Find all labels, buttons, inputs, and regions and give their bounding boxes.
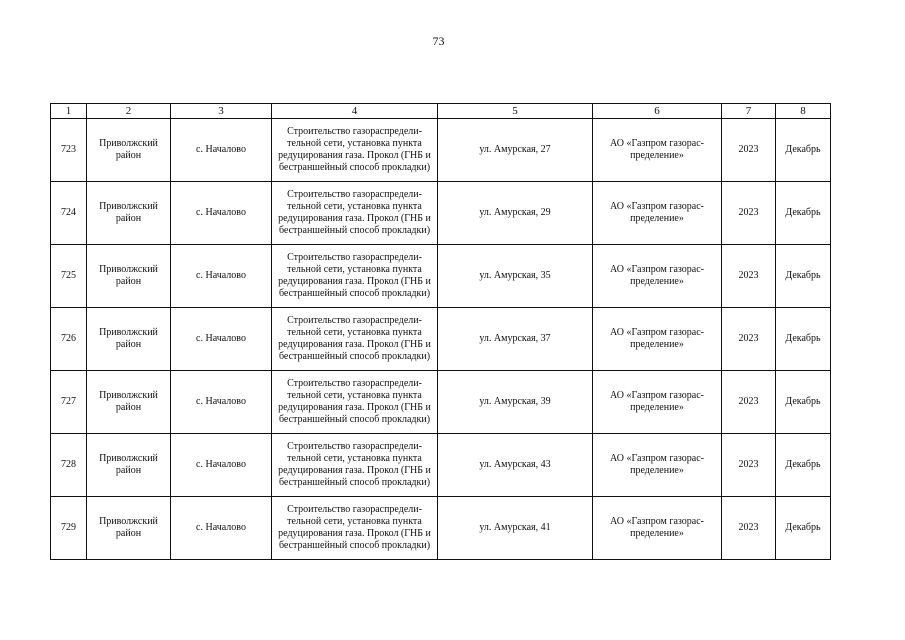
column-header-1: 1 <box>51 104 87 119</box>
page-number: 73 <box>432 34 445 48</box>
column-header-3: 3 <box>171 104 272 119</box>
table-row <box>51 119 831 182</box>
description-cell: Строительство газораспредели-тельной сети, установка пункта редуцирования газа. Прокол (ГНБ и бестраншейный способ прокладки) <box>272 371 438 434</box>
row-number: 727 <box>51 371 87 434</box>
year-cell: 2023 <box>722 434 776 497</box>
address-cell: ул. Амурская, 43 <box>438 434 593 497</box>
district-cell: Приволжский район <box>87 119 171 182</box>
year-cell: 2023 <box>722 497 776 560</box>
month-cell: Декабрь <box>776 497 831 560</box>
row-number: 726 <box>51 308 87 371</box>
description-cell: Строительство газораспредели-тельной сети, установка пункта редуцирования газа. Прокол (ГНБ и бестраншейный способ прокладки) <box>272 434 438 497</box>
settlement-cell: с. Началово <box>171 371 272 434</box>
organization-cell: АО «Газпром газорас-пределение» <box>593 308 722 371</box>
address-cell: ул. Амурская, 27 <box>438 119 593 182</box>
organization-cell: АО «Газпром газорас-пределение» <box>593 497 722 560</box>
gas-network-table <box>50 103 831 560</box>
header-row <box>51 104 831 119</box>
row-number: 729 <box>51 497 87 560</box>
column-header-6: 6 <box>593 104 722 119</box>
row-number: 724 <box>51 182 87 245</box>
column-header-5: 5 <box>438 104 593 119</box>
month-cell: Декабрь <box>776 308 831 371</box>
year-cell: 2023 <box>722 119 776 182</box>
organization-cell: АО «Газпром газорас-пределение» <box>593 245 722 308</box>
settlement-cell: с. Началово <box>171 119 272 182</box>
description-cell: Строительство газораспредели-тельной сети, установка пункта редуцирования газа. Прокол (ГНБ и бестраншейный способ прокладки) <box>272 182 438 245</box>
district-cell: Приволжский район <box>87 434 171 497</box>
settlement-cell: с. Началово <box>171 182 272 245</box>
address-cell: ул. Амурская, 35 <box>438 245 593 308</box>
year-cell: 2023 <box>722 182 776 245</box>
column-header-4: 4 <box>272 104 438 119</box>
description-cell: Строительство газораспредели-тельной сети, установка пункта редуцирования газа. Прокол (ГНБ и бестраншейный способ прокладки) <box>272 245 438 308</box>
year-cell: 2023 <box>722 371 776 434</box>
organization-cell: АО «Газпром газорас-пределение» <box>593 119 722 182</box>
column-header-2: 2 <box>87 104 171 119</box>
address-cell: ул. Амурская, 39 <box>438 371 593 434</box>
month-cell: Декабрь <box>776 371 831 434</box>
row-number: 728 <box>51 434 87 497</box>
table-row <box>51 308 831 371</box>
table-row <box>51 371 831 434</box>
table-row <box>51 497 831 560</box>
address-cell: ул. Амурская, 41 <box>438 497 593 560</box>
address-cell: ул. Амурская, 29 <box>438 182 593 245</box>
district-cell: Приволжский район <box>87 245 171 308</box>
organization-cell: АО «Газпром газорас-пределение» <box>593 371 722 434</box>
organization-cell: АО «Газпром газорас-пределение» <box>593 182 722 245</box>
description-cell: Строительство газораспредели-тельной сети, установка пункта редуцирования газа. Прокол (ГНБ и бестраншейный способ прокладки) <box>272 497 438 560</box>
month-cell: Декабрь <box>776 434 831 497</box>
settlement-cell: с. Началово <box>171 245 272 308</box>
year-cell: 2023 <box>722 308 776 371</box>
month-cell: Декабрь <box>776 119 831 182</box>
year-cell: 2023 <box>722 245 776 308</box>
district-cell: Приволжский район <box>87 182 171 245</box>
district-cell: Приволжский район <box>87 371 171 434</box>
month-cell: Декабрь <box>776 182 831 245</box>
column-header-7: 7 <box>722 104 776 119</box>
table-row <box>51 182 831 245</box>
description-cell: Строительство газораспредели-тельной сети, установка пункта редуцирования газа. Прокол (ГНБ и бестраншейный способ прокладки) <box>272 308 438 371</box>
district-cell: Приволжский район <box>87 308 171 371</box>
description-cell: Строительство газораспредели-тельной сети, установка пункта редуцирования газа. Прокол (ГНБ и бестраншейный способ прокладки) <box>272 119 438 182</box>
settlement-cell: с. Началово <box>171 308 272 371</box>
settlement-cell: с. Началово <box>171 497 272 560</box>
table-row <box>51 245 831 308</box>
organization-cell: АО «Газпром газорас-пределение» <box>593 434 722 497</box>
row-number: 725 <box>51 245 87 308</box>
settlement-cell: с. Началово <box>171 434 272 497</box>
table-row <box>51 434 831 497</box>
month-cell: Декабрь <box>776 245 831 308</box>
row-number: 723 <box>51 119 87 182</box>
column-header-8: 8 <box>776 104 831 119</box>
district-cell: Приволжский район <box>87 497 171 560</box>
address-cell: ул. Амурская, 37 <box>438 308 593 371</box>
